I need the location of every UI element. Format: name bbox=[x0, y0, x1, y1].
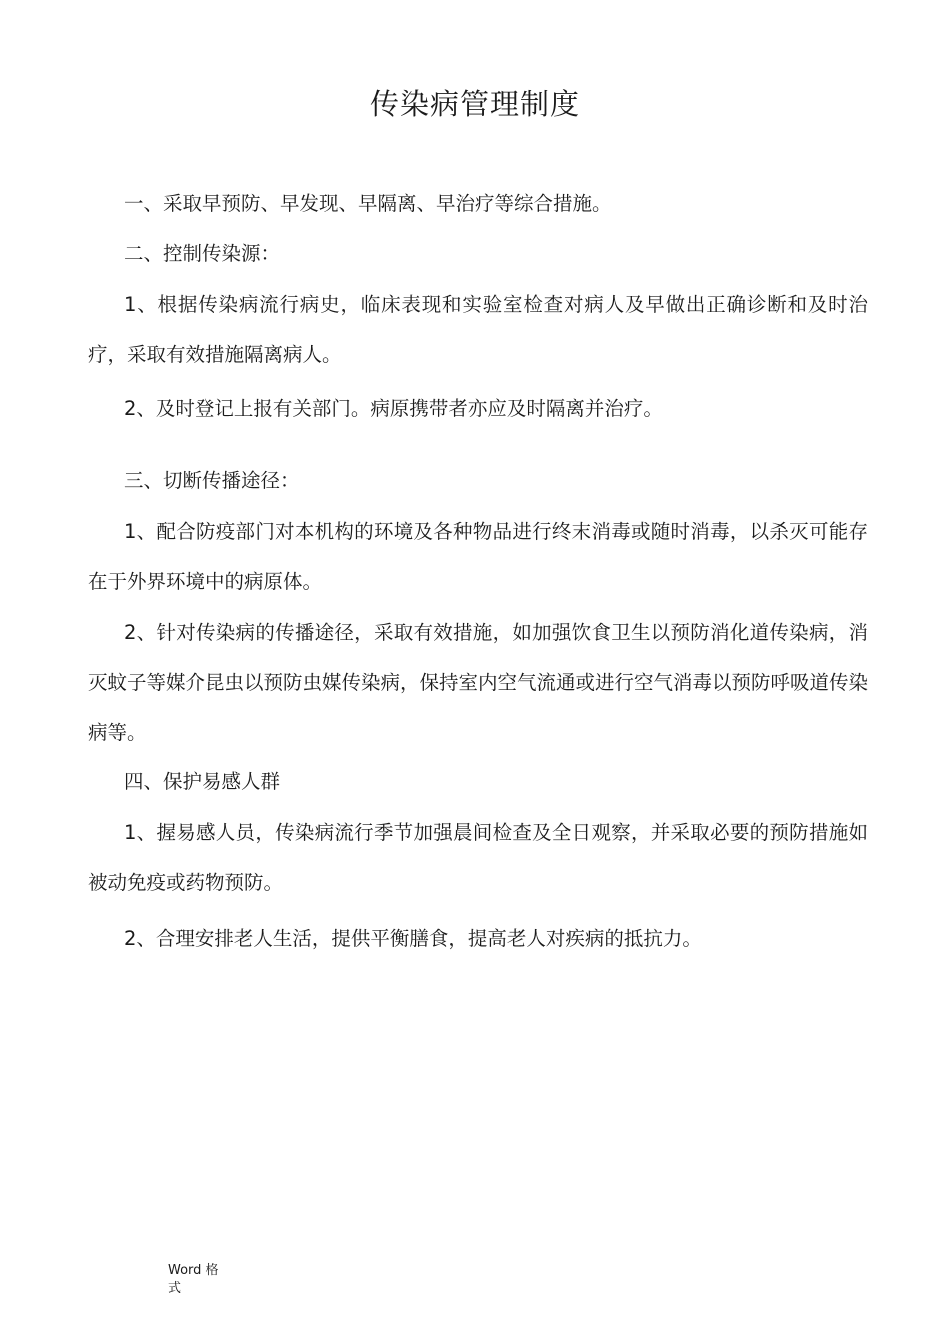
section-3-item-1: 1、配合防疫部门对本机构的环境及各种物品进行终末消毒或随时消毒，以杀灭可能存在于外界环境中的病原体。 bbox=[88, 520, 868, 593]
section-3-heading: 三、切断传播途径： bbox=[124, 469, 300, 492]
section-2-heading: 二、控制传染源： bbox=[124, 242, 281, 265]
footer-note: Word 格式 bbox=[168, 1263, 219, 1296]
section-1-heading: 一、采取早预防、早发现、早隔离、早治疗等综合措施。 bbox=[124, 192, 612, 215]
section-3-item-2: 2、针对传染病的传播途径，采取有效措施，如加强饮食卫生以预防消化道传染病，消灭蚊子等媒介昆虫以预防虫媒传染病，保持室内空气流通或进行空气消毒以预防呼吸道传染病等。 bbox=[88, 621, 869, 744]
section-4-item-1: 1、握易感人员，传染病流行季节加强晨间检查及全日观察，并采取必要的预防措施如被动免疫或药物预防。 bbox=[88, 821, 868, 894]
section-2-item-1: 1、根据传染病流行病史，临床表现和实验室检查对病人及早做出正确诊断和及时治疗，采取有效措施隔离病人。 bbox=[88, 293, 868, 366]
section-4-heading: 四、保护易感人群 bbox=[124, 770, 281, 793]
document-title: 传染病管理制度 bbox=[369, 87, 580, 121]
section-4-item-2: 2、合理安排老人生活，提供平衡膳食，提高老人对疾病的抵抗力。 bbox=[124, 927, 702, 950]
section-2-item-2: 2、及时登记上报有关部门。病原携带者亦应及时隔离并治疗。 bbox=[124, 397, 663, 420]
